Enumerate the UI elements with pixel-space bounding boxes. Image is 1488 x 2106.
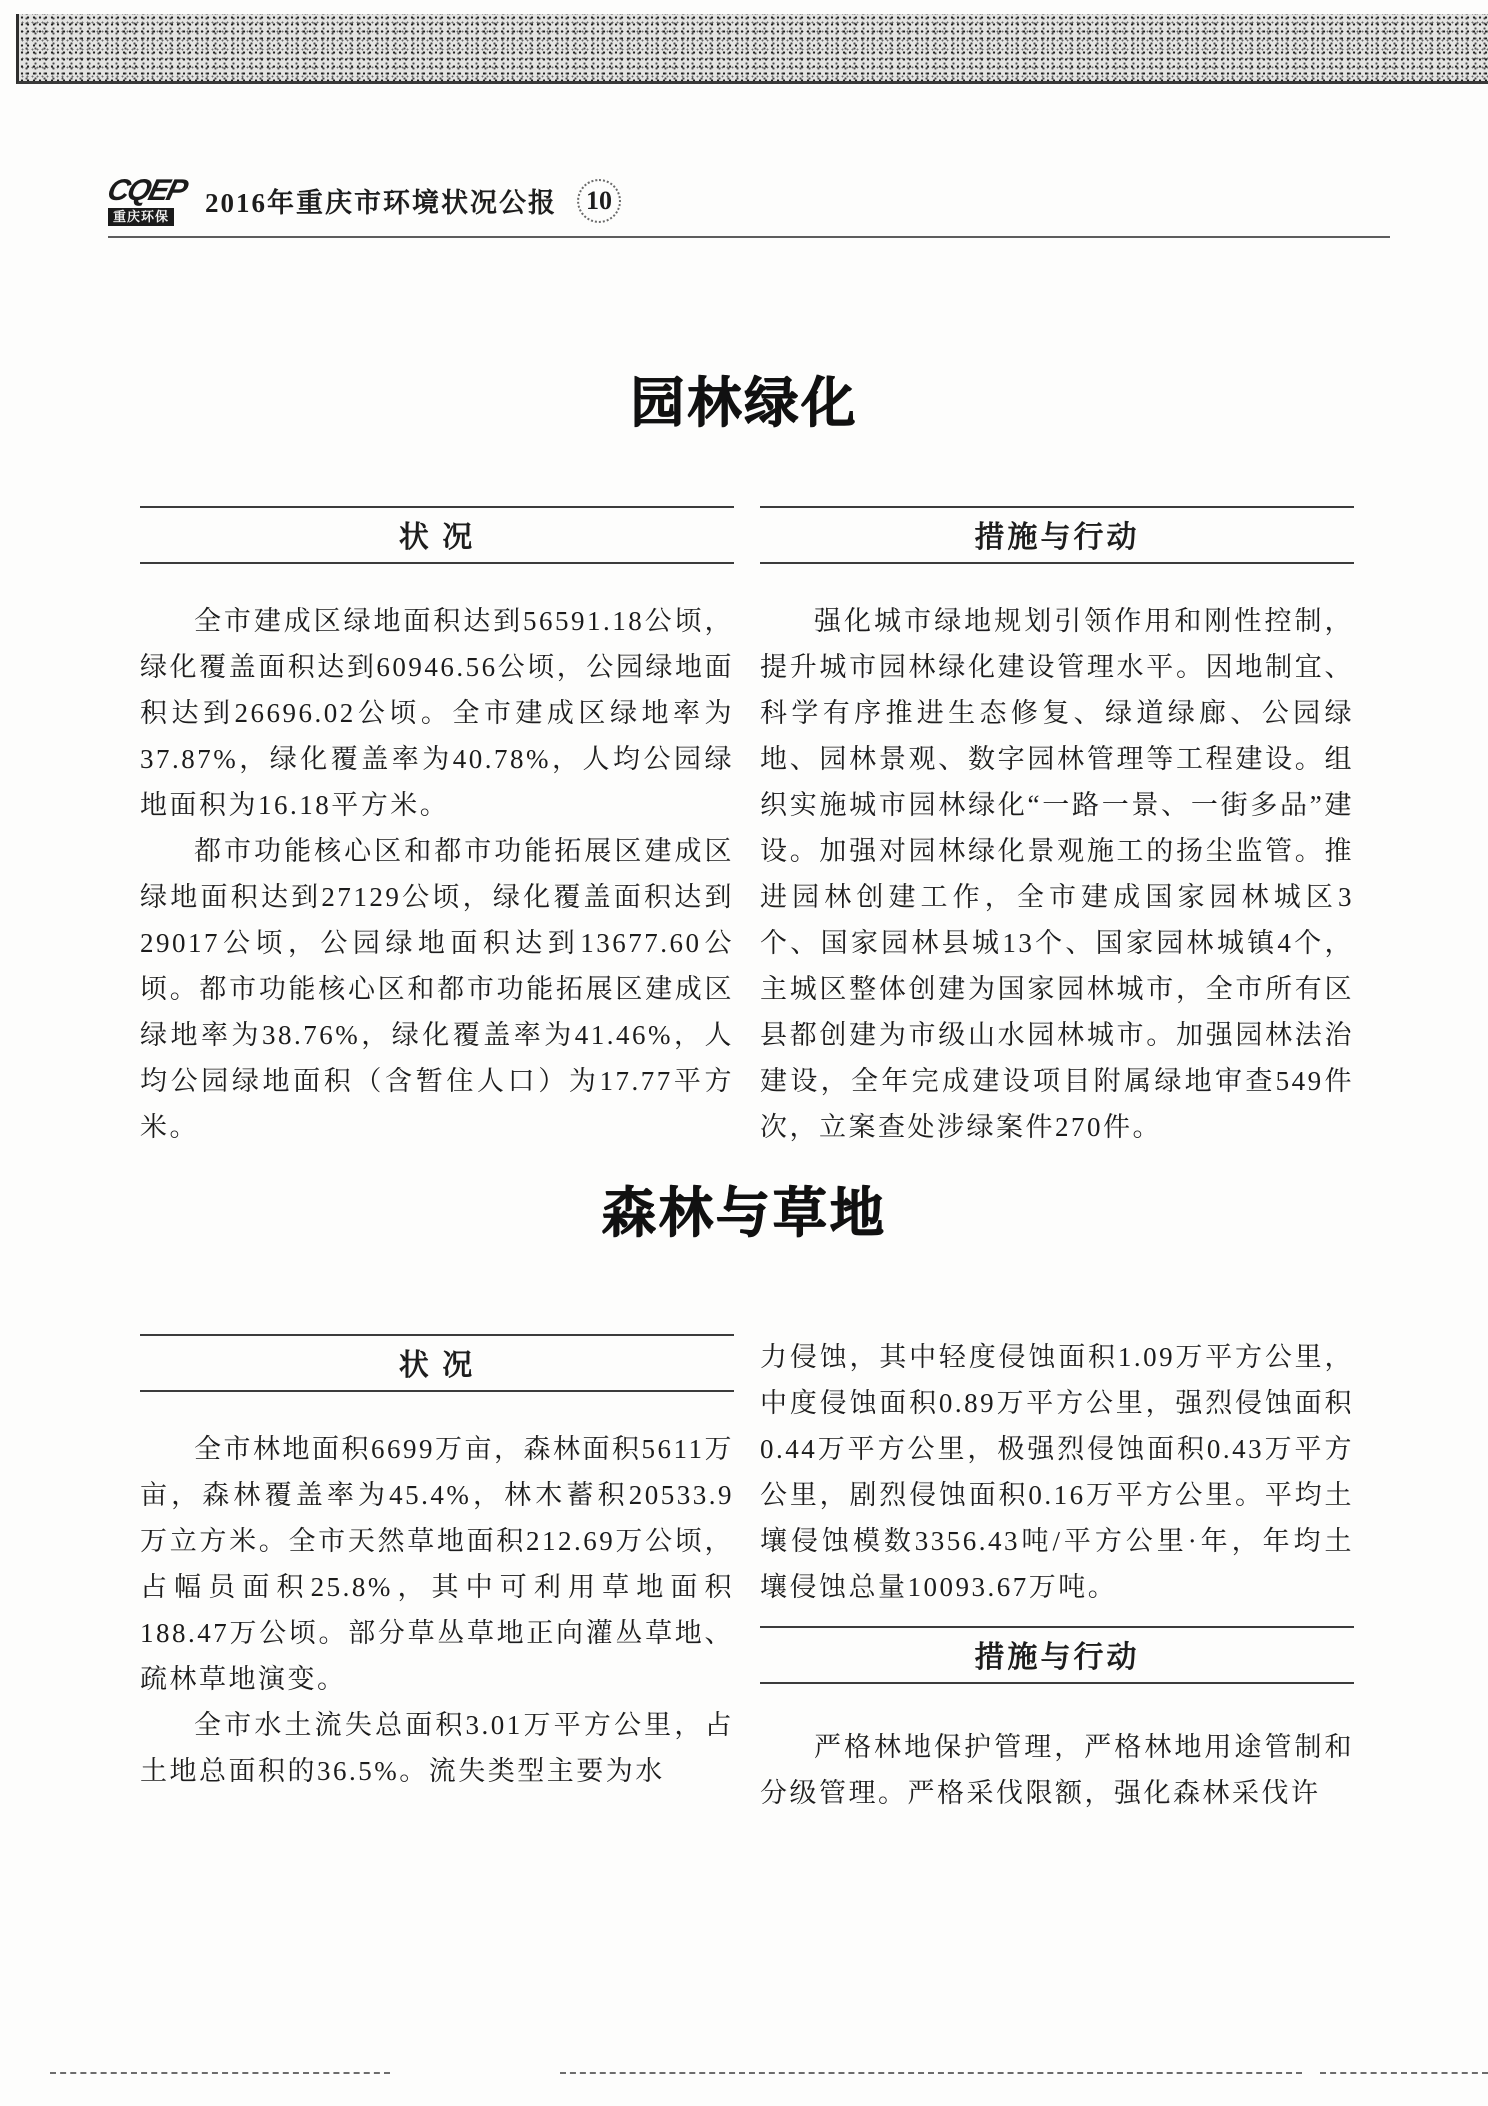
section-title-landscaping: 园林绿化 — [630, 371, 858, 434]
subsection-header-measures: 措施与行动 — [760, 506, 1354, 564]
report-title: 2016年重庆市环境状况公报 — [205, 188, 558, 219]
column-right — [760, 506, 1354, 1150]
subsection-header-status: 状 况 — [140, 1334, 734, 1392]
column-left — [140, 1334, 734, 1816]
body-paragraph: 全市建成区绿地面积达到56591.18公顷，绿化覆盖面积达到60946.56公顷，公园绿地面积达到26696.02公顷。全市建成区绿地率为37.87%，绿化覆盖率为40.78%，人均公园绿地面积为16.18平方米。 — [140, 606, 734, 820]
page-number-badge — [577, 179, 621, 223]
subsection-header-measures: 措施与行动 — [760, 1626, 1354, 1684]
page-bottom-scan-line — [1320, 2072, 1488, 2074]
header-divider — [108, 236, 1390, 238]
scan-noise-band — [16, 14, 1488, 84]
subsection-header-status: 状 况 — [140, 506, 734, 564]
body-paragraph: 强化城市绿地规划引领作用和刚性控制，提升城市园林绿化建设管理水平。因地制宜、科学有序推进生态修复、绿道绿廊、公园绿地、园林景观、数字园林管理等工程建设。组织实施城市园林绿化“一路一景、一街多品”建设。加强对园林绿化景观施工的扬尘监管。推进园林创建工作，全市建成国家园林城区3个、国家园林县城13个、国家园林城镇4个，主城区整体创建为国家园林城市，全市所有区县都创建为市级山水园林城市。加强园林法治建设，全年完成建设项目附属绿地审查549件次，立案查处涉绿案件270件。 — [760, 606, 1354, 1142]
section-title-forest-grassland: 森林与草地 — [601, 1181, 887, 1244]
body-paragraph: 严格林地保护管理，严格林地用途管制和分级管理。严格采伐限额，强化森林采伐许 — [760, 1732, 1354, 1808]
body-paragraph: 都市功能核心区和都市功能拓展区建成区绿地面积达到27129公顷，绿化覆盖面积达到29017公顷，公园绿地面积达到13677.60公顷。都市功能核心区和都市功能拓展区建成区绿地率为38.76%，绿化覆盖率为41.46%，人均公园绿地面积（含暂住人口）为17.77平方米。 — [140, 836, 734, 1142]
column-right — [760, 1334, 1354, 1816]
publisher-logo — [104, 174, 190, 226]
body-paragraph: 全市水土流失总面积3.01万平方公里，占土地总面积的36.5%。流失类型主要为水 — [140, 1710, 734, 1786]
section-landscaping-columns — [140, 506, 1354, 1150]
body-paragraph: 全市林地面积6699万亩，森林面积5611万亩，森林覆盖率为45.4%，林木蓄积20533.9万立方米。全市天然草地面积212.69万公顷，占幅员面积25.8%，其中可利用草地面积188.47万公顷。部分草丛草地正向灌丛草地、疏林草地演变。 — [140, 1434, 734, 1694]
page-bottom-scan-line — [560, 2072, 1302, 2074]
column-left — [140, 506, 734, 1150]
logo-subtitle: 重庆环保 — [108, 208, 174, 226]
section-forest-columns — [140, 1334, 1354, 1816]
page-number: 10 — [586, 185, 613, 215]
logo-cqep-text: CQEP — [104, 174, 190, 207]
report-header — [104, 174, 1390, 238]
page-bottom-scan-line — [50, 2072, 390, 2074]
body-paragraph-continuation: 力侵蚀，其中轻度侵蚀面积1.09万平方公里，中度侵蚀面积0.89万平方公里，强烈侵蚀面积0.44万平方公里，极强烈侵蚀面积0.43万平方公里，剧烈侵蚀面积0.16万平方公里。平均土壤侵蚀模数3356.43吨/平方公里·年，年均土壤侵蚀总量10093.67万吨。 — [760, 1342, 1354, 1602]
